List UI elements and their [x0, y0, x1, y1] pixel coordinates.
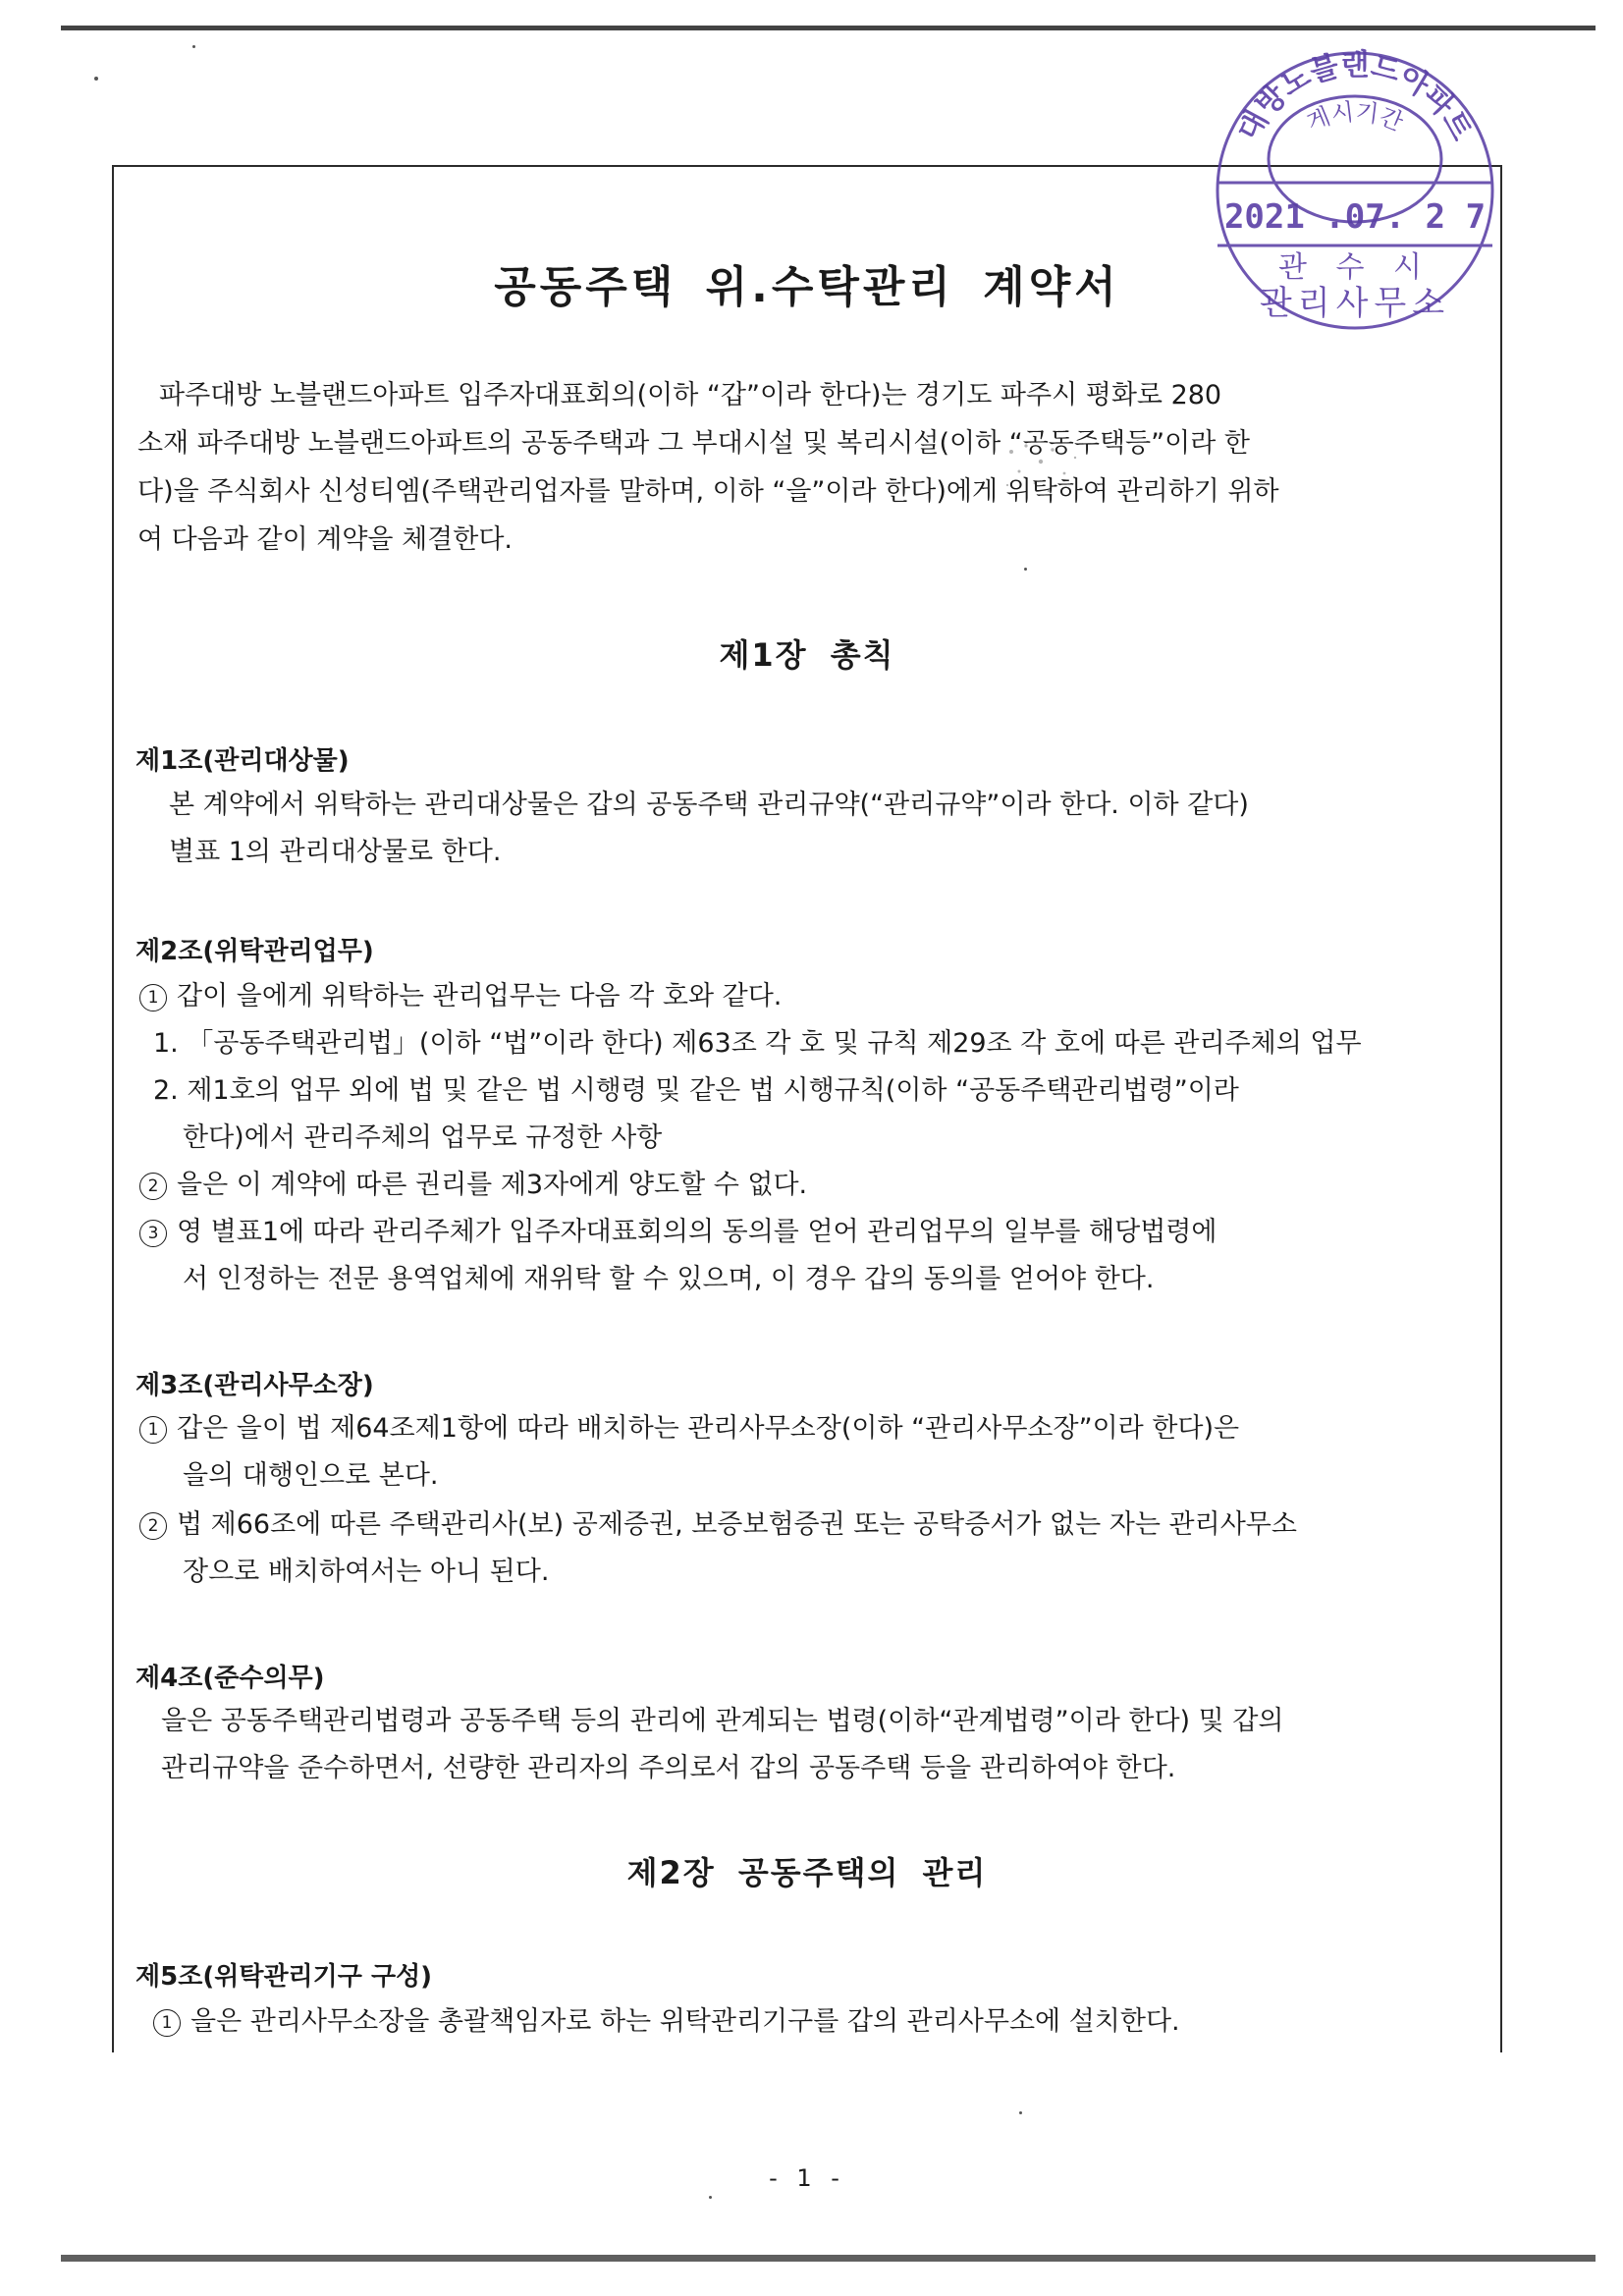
- paragraph-number-mark: 2: [139, 1173, 167, 1200]
- page-number: - 1 -: [769, 2164, 845, 2192]
- document-title: 공동주택 위.수탁관리 계약서: [494, 262, 1120, 312]
- article-1-line: 본 계약에서 위탁하는 관리대상물은 갑의 공동주택 관리규약(“관리규약”이라 한다. 이하 같다): [169, 790, 1249, 820]
- paragraph-number-mark: 1: [153, 2009, 181, 2037]
- chapter-1-heading: 제1장 총칙: [719, 636, 895, 674]
- scan-edge-bottom: [61, 2255, 1596, 2262]
- article-2-paragraph-2: 2 을은 이 계약에 따른 권리를 제3자에게 양도할 수 없다.: [139, 1169, 807, 1202]
- stamp-bottom-row-2: 관리사무소: [1259, 284, 1451, 323]
- paragraph-number-mark: 3: [139, 1220, 167, 1247]
- chapter-2-heading: 제2장 공동주택의 관리: [626, 1854, 988, 1891]
- stamp-sub-text: 게시기간: [1302, 97, 1408, 137]
- article-2-item-1: 1. 「공동주택관리법」(이하 “법”이라 한다) 제63조 각 호 및 규칙 제29조 각 호에 따른 관리주체의 업무: [153, 1028, 1362, 1059]
- article-2-paragraph-3: 3 영 별표1에 따라 관리주체가 입주자대표회의의 동의를 얻어 관리업무의 일부를 해당법령에: [139, 1216, 1217, 1249]
- article-4-heading: 제4조(준수의무): [135, 1664, 325, 1693]
- scan-speck: [1019, 2111, 1022, 2114]
- stamp-top-text: 대방노블랜드아파트: [1231, 48, 1479, 147]
- article-2-paragraph-3-cont: 서 인정하는 전문 용역업체에 재위탁 할 수 있으며, 이 경우 갑의 동의를 얻어야 한다.: [183, 1264, 1155, 1294]
- article-3-paragraph-2-cont: 장으로 배치하여서는 아니 된다.: [183, 1557, 550, 1587]
- article-3-heading: 제3조(관리사무소장): [135, 1371, 374, 1400]
- intro-line: 다)을 주식회사 신성티엠(주택관리업자를 말하며, 이하 “을”이라 한다)에게 위탁하여 관리하기 위하: [137, 476, 1279, 507]
- paragraph-number-mark: 1: [139, 984, 167, 1011]
- article-3-paragraph-1: 1 갑은 을이 법 제64조제1항에 따라 배치하는 관리사무소장(이하 “관리사무소장”이라 한다)은: [139, 1412, 1239, 1446]
- intro-line: 소재 파주대방 노블랜드아파트의 공동주택과 그 부대시설 및 복리시설(이하 “공동주택등”이라 한: [137, 428, 1250, 459]
- article-2-item-2-cont: 한다)에서 관리주체의 업무로 규정한 사항: [183, 1122, 663, 1153]
- document-frame: [112, 165, 1502, 2192]
- intro-line: 파주대방 노블랜드아파트 입주자대표회의(이하 “갑”이라 한다)는 경기도 파주시 평화로 280: [159, 380, 1222, 410]
- article-2-paragraph-1: 1 갑이 을에게 위탁하는 관리업무는 다음 각 호와 같다.: [139, 980, 782, 1013]
- article-1-line: 별표 1의 관리대상물로 한다.: [169, 837, 502, 867]
- article-1-heading: 제1조(관리대상물): [135, 746, 350, 776]
- intro-line: 여 다음과 같이 계약을 체결한다.: [137, 524, 513, 555]
- scan-speck: [709, 2196, 712, 2199]
- stamp-date: 2021 .07. 2 7: [1223, 197, 1487, 237]
- scan-edge-top: [61, 26, 1596, 30]
- article-2-item-2: 2. 제1호의 업무 외에 법 및 같은 법 시행령 및 같은 법 시행규칙(이하 “공동주택관리법령”이라: [153, 1075, 1239, 1106]
- posting-period-stamp: [1198, 33, 1512, 348]
- stamp-bottom-row-1: 관 수 시: [1277, 250, 1433, 285]
- scan-speck: [192, 45, 195, 48]
- paragraph-number-mark: 2: [139, 1512, 167, 1540]
- article-4-line: 을은 공동주택관리법령과 공동주택 등의 관리에 관계되는 법령(이하“관계법령”이라 한다) 및 갑의: [161, 1706, 1284, 1736]
- paragraph-number-mark: 1: [139, 1416, 167, 1444]
- article-5-paragraph-1: 1 을은 관리사무소장을 총괄책임자로 하는 위탁관리기구를 갑의 관리사무소에 설치한다.: [153, 2005, 1180, 2039]
- article-2-heading: 제2조(위탁관리업무): [135, 937, 374, 966]
- article-5-heading: 제5조(위탁관리기구 구성): [135, 1962, 433, 1992]
- article-4-line: 관리규약을 준수하면서, 선량한 관리자의 주의로서 갑의 공동주택 등을 관리하여야 한다.: [161, 1753, 1176, 1783]
- article-3-paragraph-1-cont: 을의 대행인으로 본다.: [183, 1460, 439, 1491]
- article-3-paragraph-2: 2 법 제66조에 따른 주택관리사(보) 공제증권, 보증보험증권 또는 공탁증서가 없는 자는 관리사무소: [139, 1508, 1297, 1542]
- intro-paragraph: [137, 371, 1492, 564]
- scan-speck: [94, 77, 98, 81]
